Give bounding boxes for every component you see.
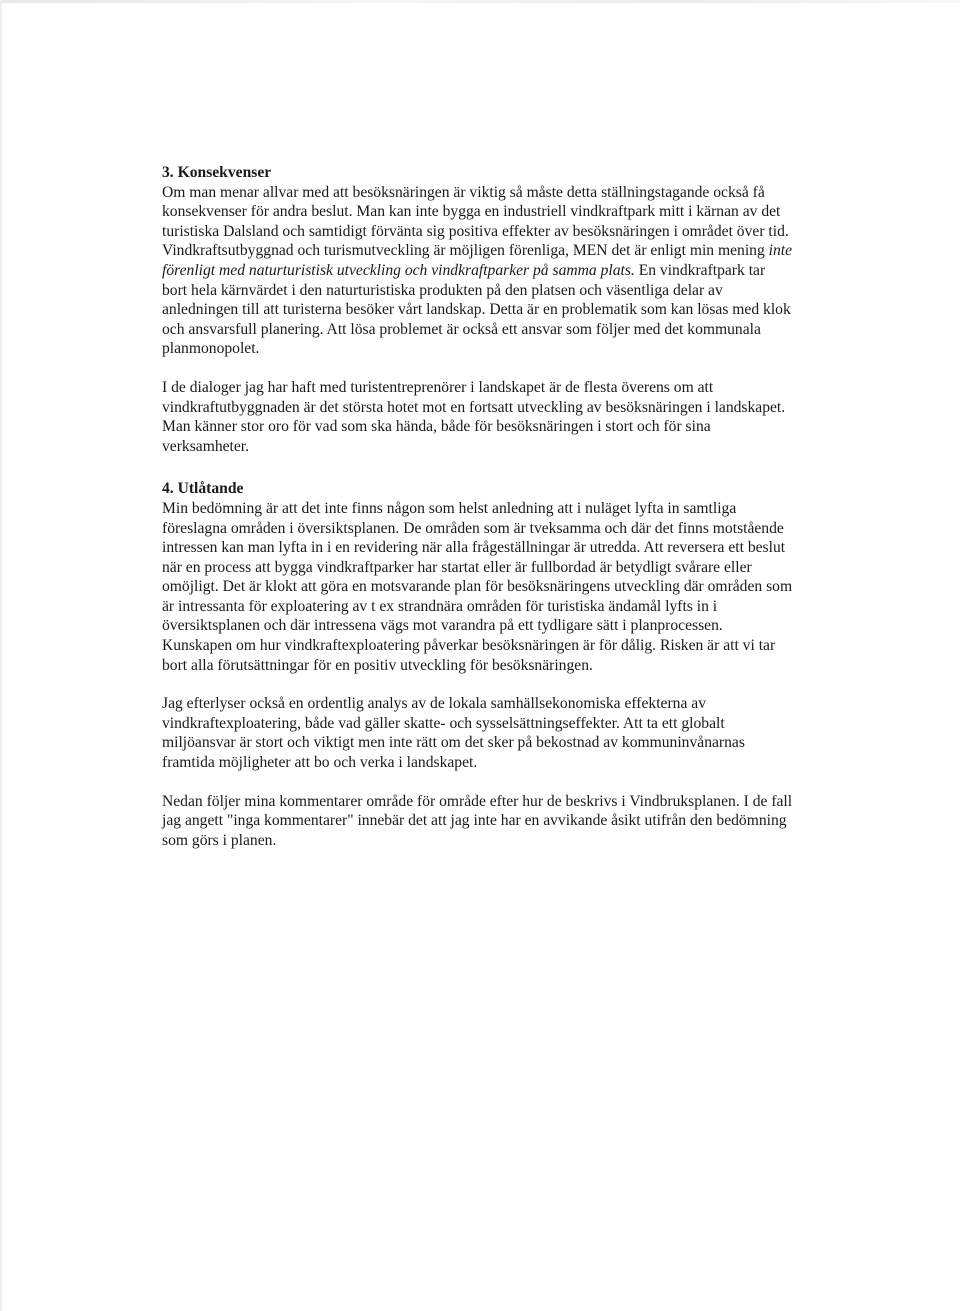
scan-border-top [0,0,960,3]
paragraph-spacer [162,359,794,378]
paragraph-konsekvenser-2: I de dialoger jag har haft med turistentreprenörer i landskapet är de flesta överens om att vindkraftutbyggnaden är det största hotet mot en fortsatt utveckling av besöksnäringen i landskapet. Man känner stor oro för vad som ska hända, både för besöksnäringen i stort och för sina verksamheter. [162,378,786,455]
section-spacer [162,456,794,479]
scan-border-left [0,0,2,1311]
section-heading-konsekvenser: 3. Konsekvenser [162,164,272,181]
paragraph-spacer [162,675,794,694]
paragraph-konsekvenser-1 [162,183,794,359]
section-heading-utlatande: 4. Utlåtande [162,480,244,498]
paragraph-utlatande-1: Min bedömning är att det inte finns någon som helst anledning att i nuläget lyfta in samtliga föreslagna områden i översiktsplanen. De områden som är tveksamma och där det finns motstående intressen kan man lyfta in i en revidering när alla frågeställningar är utredda. Att reversera ett beslut när en process att bygga vindkraftparker har startat eller är fullbordad är betydligt svårare eller omöjligt. Det är klokt att göra en motsvarande plan för besöksnäringens utveckling där områden som är intressanta för exploatering av t ex strandnära områden för turistiska ändamål lyfts in i översiktsplanen och där intressena vägs mot varandra på ett tydligare sätt i planprocessen. Kunskapen om hur vindkraftexploatering påverkar besöksnäringen är för dålig. Risken är att vi tar bort alla förutsättningar för en positiv utveckling för besöksnäringen. [162,499,793,674]
paragraph-text: En vindkraftpark tar bort hela kärnvärdet i den naturturistiska produkten på den platsen och väsentliga delar av anledningen till att turisterna besöker vårt landskap. Detta är en problematik som kan lösas med klok och ansvarsfull planering. Att lösa problemet är också ett ansvar som följer med det kommunala planmonopolet. [162,261,791,358]
document-body [162,163,794,850]
paragraph-emphasis: inte förenligt med naturturistisk utveckling och vindkraftparker på samma plats. [162,242,793,279]
paragraph-spacer [162,773,794,792]
paragraph-text: Om man menar allvar med att besöksnäringen är viktig så måste detta ställningstagande också få konsekvenser för andra beslut. Man kan inte bygga en industriell vindkraftpark mitt i kärnan av det turistiska Dalsland och samtidigt förvänta sig positiva effekter av besöksnäringen i området över tid. Vindkraftsutbyggnad och turismutveckling är möjligen förenliga, MEN det är enligt min mening [162,183,789,260]
paragraph-utlatande-2: Jag efterlyser också en ordentlig analys av de lokala samhällsekonomiska effekterna av vindkraftexploatering, både vad gäller skatte- och sysselsättningseffekter. Att ta ett globalt miljöansvar är stort och viktigt men inte rätt om det sker på bekostnad av kommuninvånarnas framtida möjligheter att bo och verka i landskapet. [162,695,745,772]
paragraph-utlatande-3: Nedan följer mina kommentarer område för område efter hur de beskrivs i Vindbruksplanen. I de fall jag angett "inga kommentarer" innebär det att jag inte har en avvikande åsikt utifrån den bedömning som görs i planen. [162,792,793,849]
